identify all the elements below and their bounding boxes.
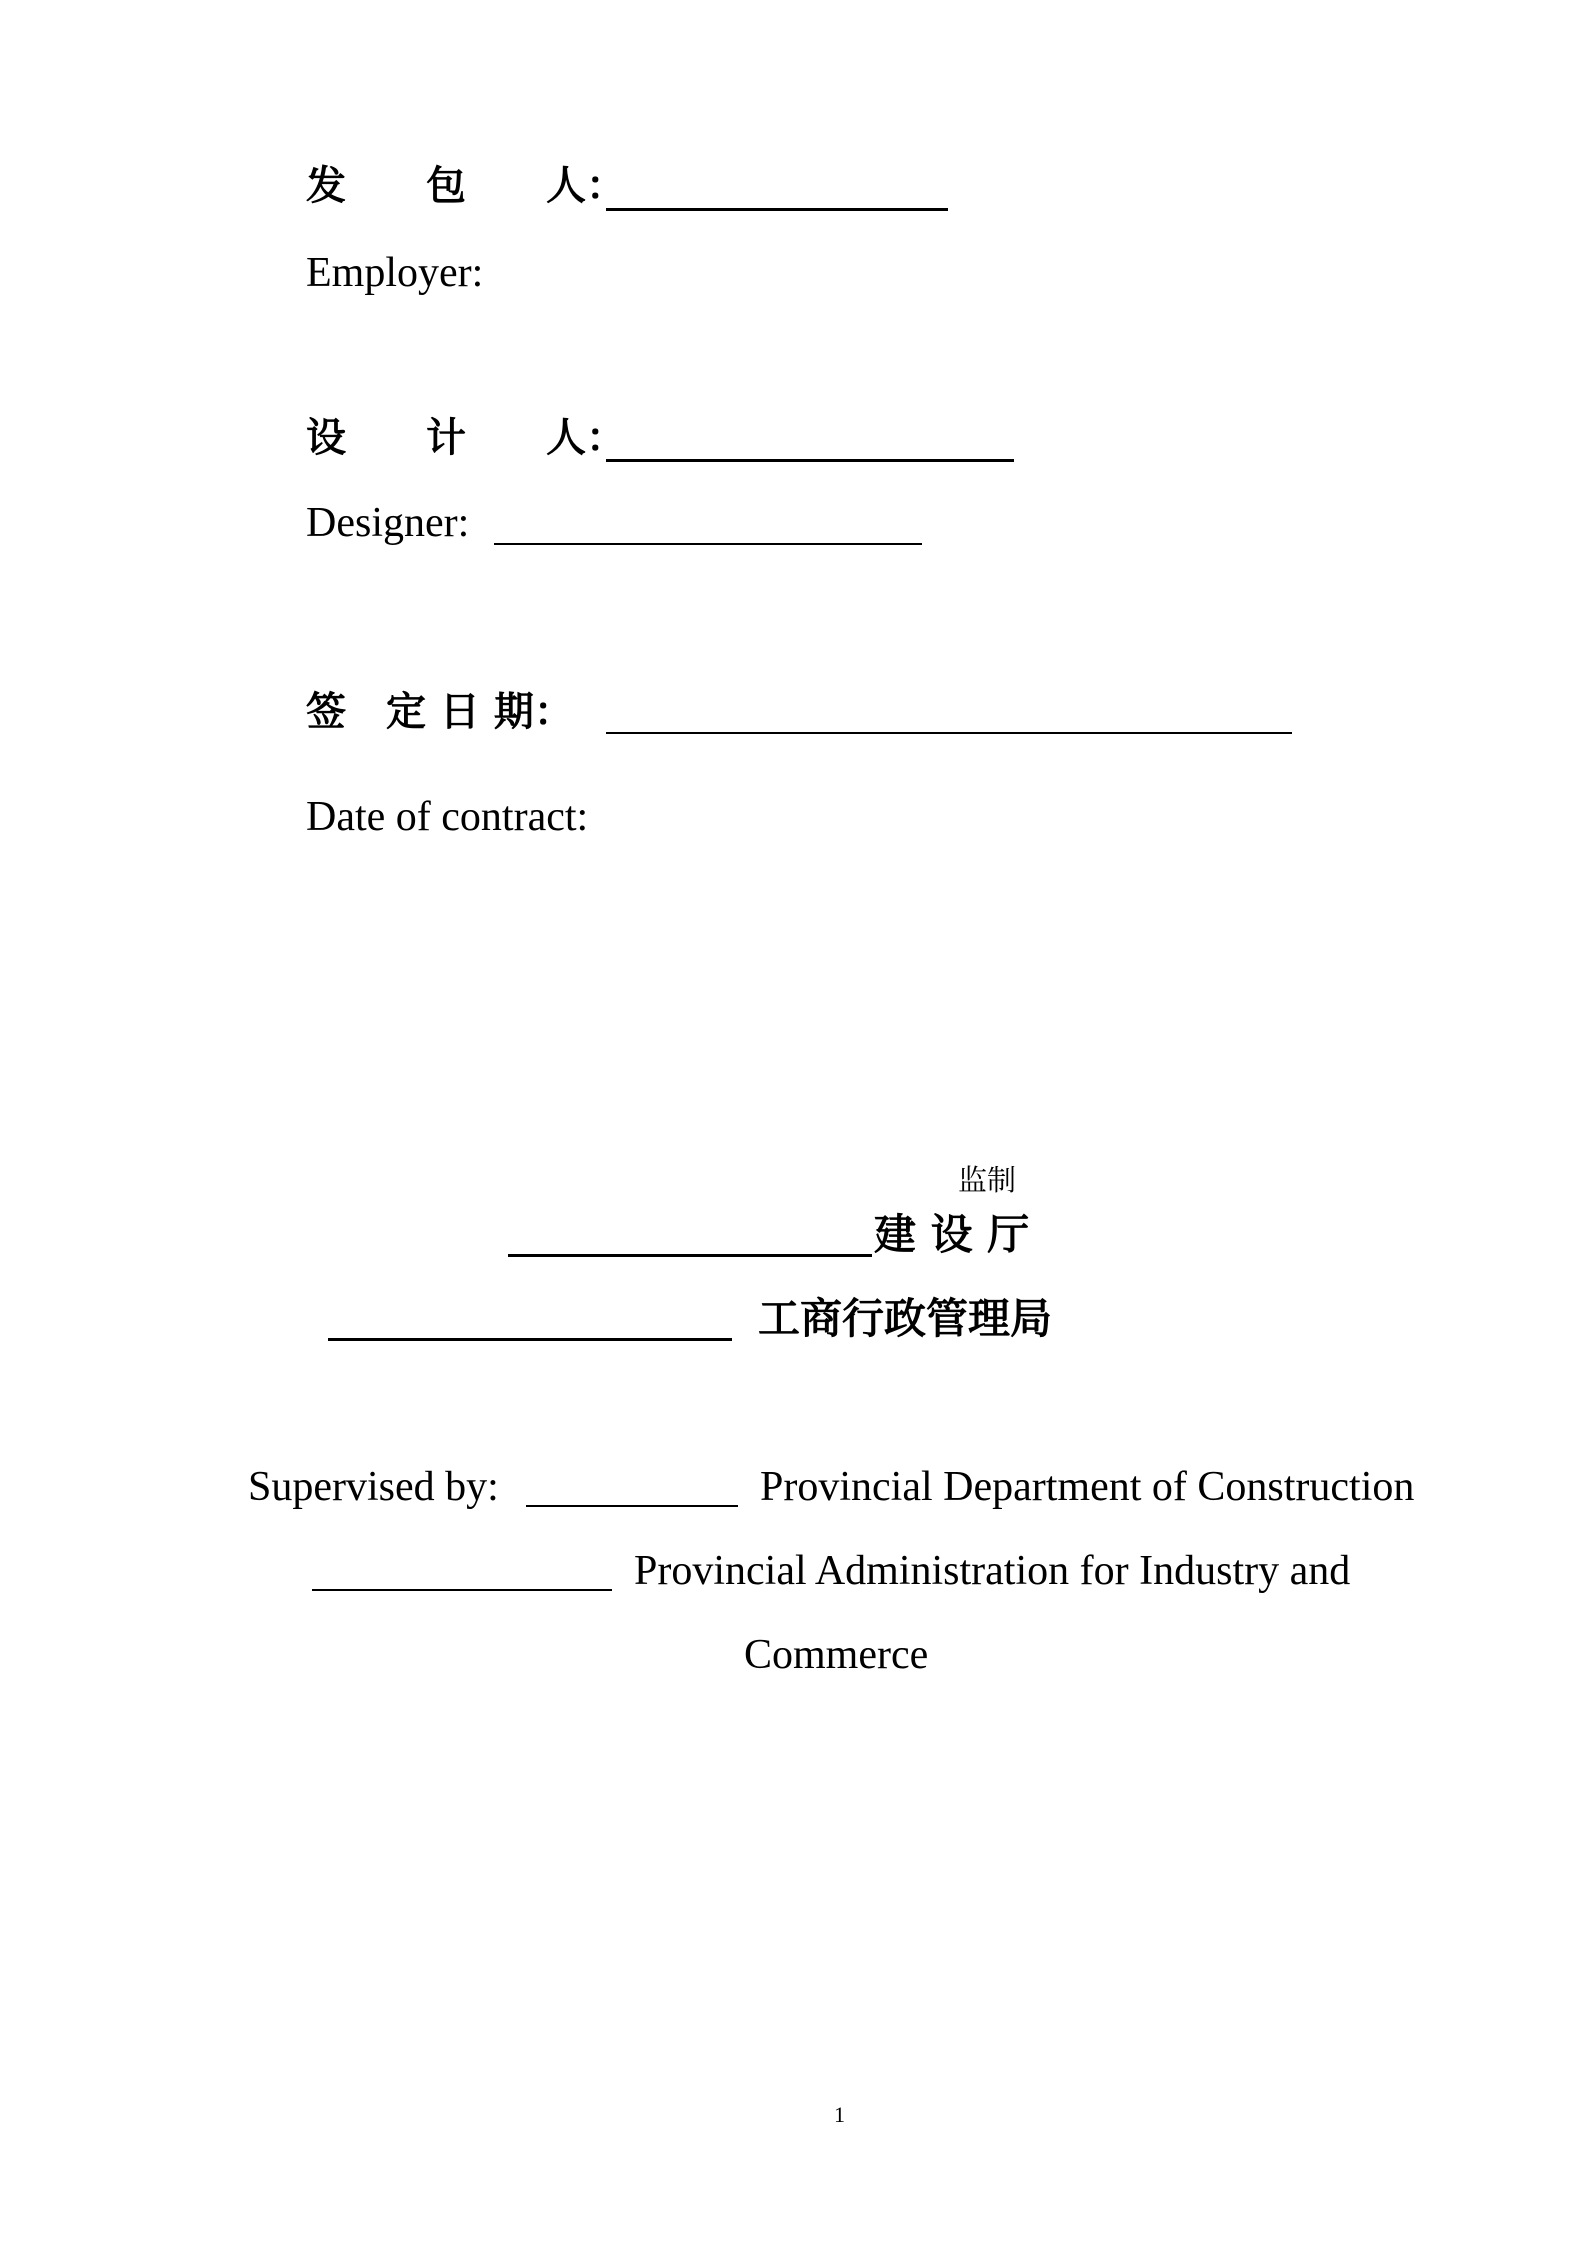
employer-signature-line[interactable] <box>606 208 948 211</box>
designer-cn-label: 设 计 人： <box>306 415 626 461</box>
employer-en-label: Employer: <box>306 250 484 296</box>
supervised-by-en-label: Supervised by: <box>248 1464 499 1510</box>
industry-admin-en-line1: Provincial Administration for Industry and <box>634 1548 1351 1594</box>
designer-signature-line-cn[interactable] <box>606 459 1014 462</box>
designer-en-label: Designer: <box>306 500 470 546</box>
employer-cn-label: 发 包 人： <box>306 163 626 209</box>
contract-date-cn-label: 签 定 日 期： <box>306 689 574 735</box>
industry-admin-en-blank[interactable] <box>312 1589 612 1591</box>
industry-admin-blank[interactable] <box>328 1338 732 1341</box>
designer-signature-line-en[interactable] <box>494 543 922 545</box>
construction-dept-cn: 建 设 厅 <box>874 1210 1030 1259</box>
construction-dept-en: Provincial Department of Construction <box>760 1464 1415 1510</box>
construction-dept-blank[interactable] <box>508 1254 872 1257</box>
contract-date-line[interactable] <box>606 732 1292 734</box>
supervised-cn-label: 监制 <box>958 1163 1017 1197</box>
contract-date-en-label: Date of contract: <box>306 794 589 840</box>
industry-admin-en-line2: Commerce <box>744 1632 929 1678</box>
industry-admin-cn: 工商行政管理局 <box>758 1294 1053 1343</box>
construction-dept-en-blank[interactable] <box>526 1505 738 1507</box>
page-number: 1 <box>834 2102 845 2127</box>
